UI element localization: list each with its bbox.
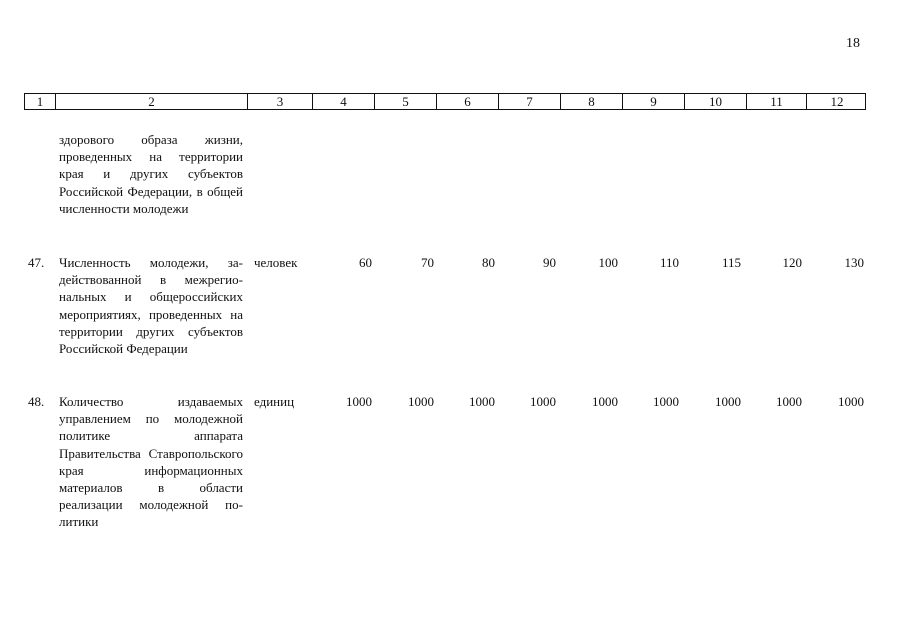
row-value: 1000 [715, 394, 741, 409]
row-value: 80 [482, 255, 495, 270]
header-cell: 3 [247, 94, 312, 109]
continuation-description: здорового образа жизни, проведенных на территории края и других субъектов Российской Федерации, в общей численности молодежи [59, 132, 243, 216]
row-number: 48. [28, 394, 45, 409]
row-value: 130 [844, 255, 864, 270]
row-unit: единиц [254, 394, 295, 409]
row-value: 1000 [653, 394, 679, 409]
row-description: Численность молодежи, задействованной в межрегиональных и общероссийских мероприятиях, проведенных на территории других субъектов Российской Федерации [59, 255, 243, 357]
header-cell: 6 [436, 94, 498, 109]
row-value: 1000 [530, 394, 556, 409]
row-unit: человек [254, 255, 298, 270]
page-number: 18 [846, 36, 860, 51]
header-cell: 9 [622, 94, 684, 109]
row-value: 120 [782, 255, 802, 270]
row-value: 1000 [592, 394, 618, 409]
header-cell: 4 [312, 94, 374, 109]
header-cell: 8 [560, 94, 622, 109]
row-value: 60 [359, 255, 372, 270]
row-value: 90 [543, 255, 556, 270]
row-value: 1000 [469, 394, 495, 409]
header-cell: 1 [36, 94, 44, 109]
row-description: Количество издаваемых управлением по молодежной политике аппарата Правительства Ставропольского края информационных материалов в области реализации молодежной политики [59, 394, 243, 530]
row-value: 1000 [838, 394, 864, 409]
row-number: 47. [28, 255, 45, 270]
row-value: 1000 [776, 394, 802, 409]
header-cell: 7 [498, 94, 560, 109]
row-value: 1000 [408, 394, 434, 409]
header-cell: 11 [746, 94, 806, 109]
header-cell: 12 [806, 94, 867, 109]
header-cell: 2 [55, 94, 247, 109]
row-value: 70 [421, 255, 434, 270]
table-header-row [24, 93, 866, 110]
header-cell: 5 [374, 94, 436, 109]
header-cell: 10 [684, 94, 746, 109]
row-value: 100 [598, 255, 618, 270]
row-value: 1000 [346, 394, 372, 409]
row-value: 115 [721, 255, 741, 270]
row-value: 110 [659, 255, 679, 270]
